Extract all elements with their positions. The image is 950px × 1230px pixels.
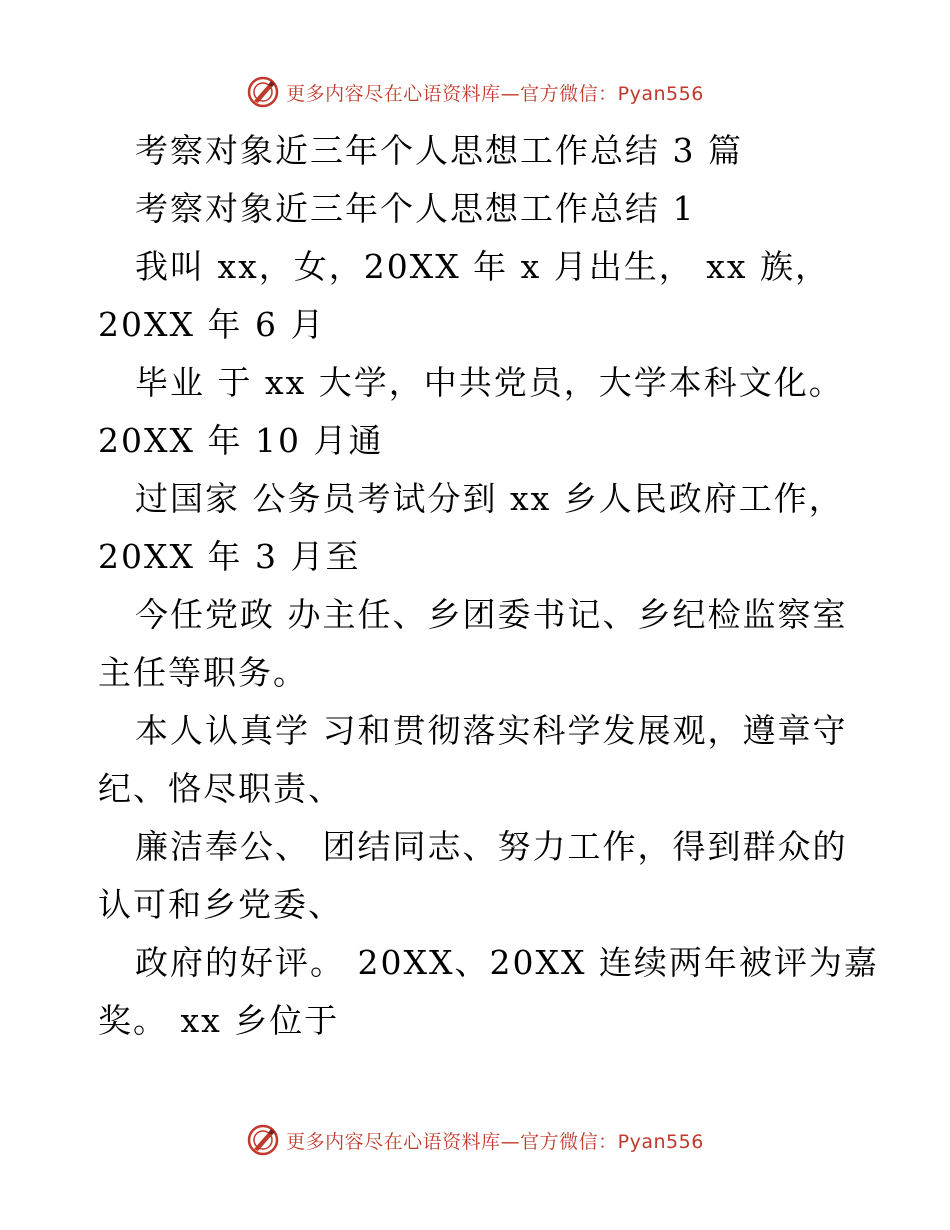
pen-logo-icon xyxy=(246,75,280,109)
header-watermark xyxy=(0,72,950,112)
paragraph-line: 我叫 xx，女，20XX 年 x 月出生， xx 族， xyxy=(135,247,830,286)
paragraph-line: 20XX 年 6 月 xyxy=(98,305,326,344)
watermark-text: 更多内容尽在心语资料库—官方微信：Pyan556 xyxy=(286,1130,704,1153)
paragraph-line: 本人认真学 习和贯彻落实科学发展观，遵章守 xyxy=(135,711,848,750)
paragraph-line: 主任等职务。 xyxy=(98,653,308,692)
pen-logo-icon xyxy=(246,1123,280,1157)
paragraph-line: 今任党政 办主任、乡团委书记、乡纪检监察室 xyxy=(135,595,848,634)
paragraph-line: 过国家 公务员考试分到 xx 乡人民政府工作， xyxy=(135,479,844,518)
paragraph-line: 纪、恪尽职责、 xyxy=(98,769,343,808)
paragraph-line: 认可和乡党委、 xyxy=(98,885,343,924)
footer-watermark xyxy=(0,1120,950,1160)
document-body xyxy=(98,122,879,1050)
paragraph-line: 毕业 于 xx 大学，中共党员，大学本科文化。 xyxy=(135,363,844,402)
watermark-text: 更多内容尽在心语资料库—官方微信：Pyan556 xyxy=(286,82,704,105)
watermark-group xyxy=(246,1123,704,1157)
paragraph-line: 20XX 年 3 月至 xyxy=(98,537,361,576)
paragraph-line: 20XX 年 10 月通 xyxy=(98,421,384,460)
doc-title: 考察对象近三年个人思想工作总结 3 篇 xyxy=(135,131,743,170)
paragraph-line: 廉洁奉公、 团结同志、努力工作，得到群众的 xyxy=(135,827,848,866)
doc-subtitle: 考察对象近三年个人思想工作总结 1 xyxy=(135,189,696,228)
watermark-group xyxy=(246,75,704,109)
paragraph-line: 政府的好评。 20XX、20XX 连续两年被评为嘉 xyxy=(135,943,879,982)
paragraph-line: 奖。 xx 乡位于 xyxy=(98,1001,340,1040)
